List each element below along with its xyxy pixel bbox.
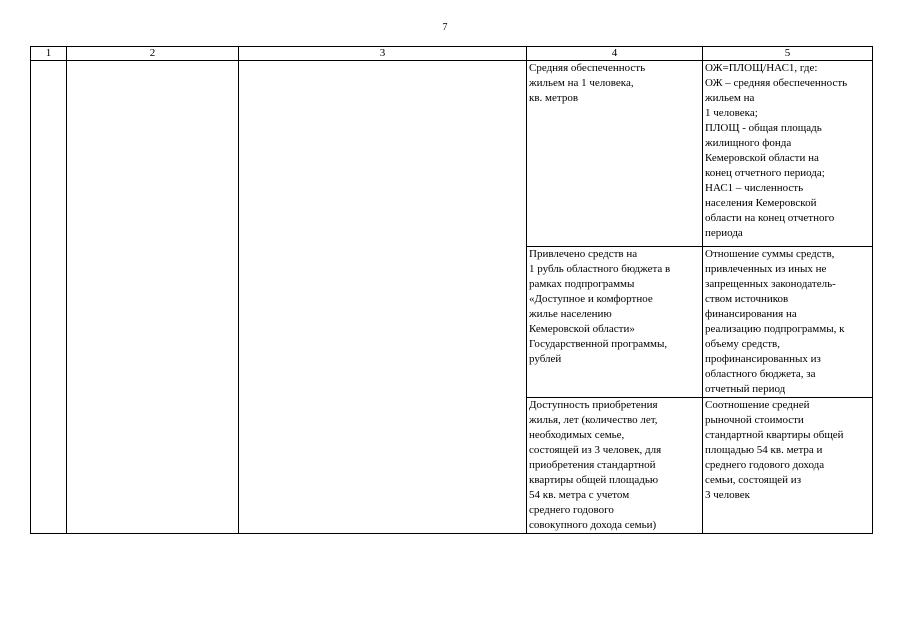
header-col-2: 2 xyxy=(67,47,239,61)
merged-cell-col-2 xyxy=(67,61,239,534)
header-col-4: 4 xyxy=(527,47,703,61)
indicator-method-cell: ОЖ=ПЛОЩ/НАС1, где: ОЖ – средняя обеспеченность жильем на 1 человека; ПЛОЩ - общая площадь жилищного фонда Кемеровской области на конец отчетного периода; НАС1 – численность населения Кемеровской области на конец отчетного периода xyxy=(703,61,873,247)
header-col-3: 3 xyxy=(239,47,527,61)
indicator-name-cell: Средняя обеспеченность жильем на 1 человека, кв. метров xyxy=(527,61,703,247)
header-col-5: 5 xyxy=(703,47,873,61)
page-number: 7 xyxy=(442,22,448,33)
indicator-method-cell: Отношение суммы средств, привлеченных из иных не запрещенных законодатель- ством источников финансирования на реализацию подпрограммы, к объему средств, профинансированных из областного бюджета, за отчетный период xyxy=(703,247,873,398)
indicator-table xyxy=(30,46,873,534)
header-row xyxy=(31,47,873,61)
table-row xyxy=(31,61,873,247)
header-col-1: 1 xyxy=(31,47,67,61)
indicator-method-cell: Соотношение средней рыночной стоимости стандартной квартиры общей площадью 54 кв. метра и среднего годового дохода семьи, состоящей из 3 человек xyxy=(703,398,873,534)
indicator-name-cell: Привлечено средств на 1 рубль областного бюджета в рамках подпрограммы «Доступное и комфортное жилье населению Кемеровской области» Государственной программы, рублей xyxy=(527,247,703,398)
indicator-name-cell: Доступность приобретения жилья, лет (количество лет, необходимых семье, состоящей из 3 человек, для приобретения стандартной квартиры общей площадью 54 кв. метра с учетом среднего годового совокупного дохода семьи) xyxy=(527,398,703,534)
merged-cell-col-3 xyxy=(239,61,527,534)
merged-cell-col-1 xyxy=(31,61,67,534)
